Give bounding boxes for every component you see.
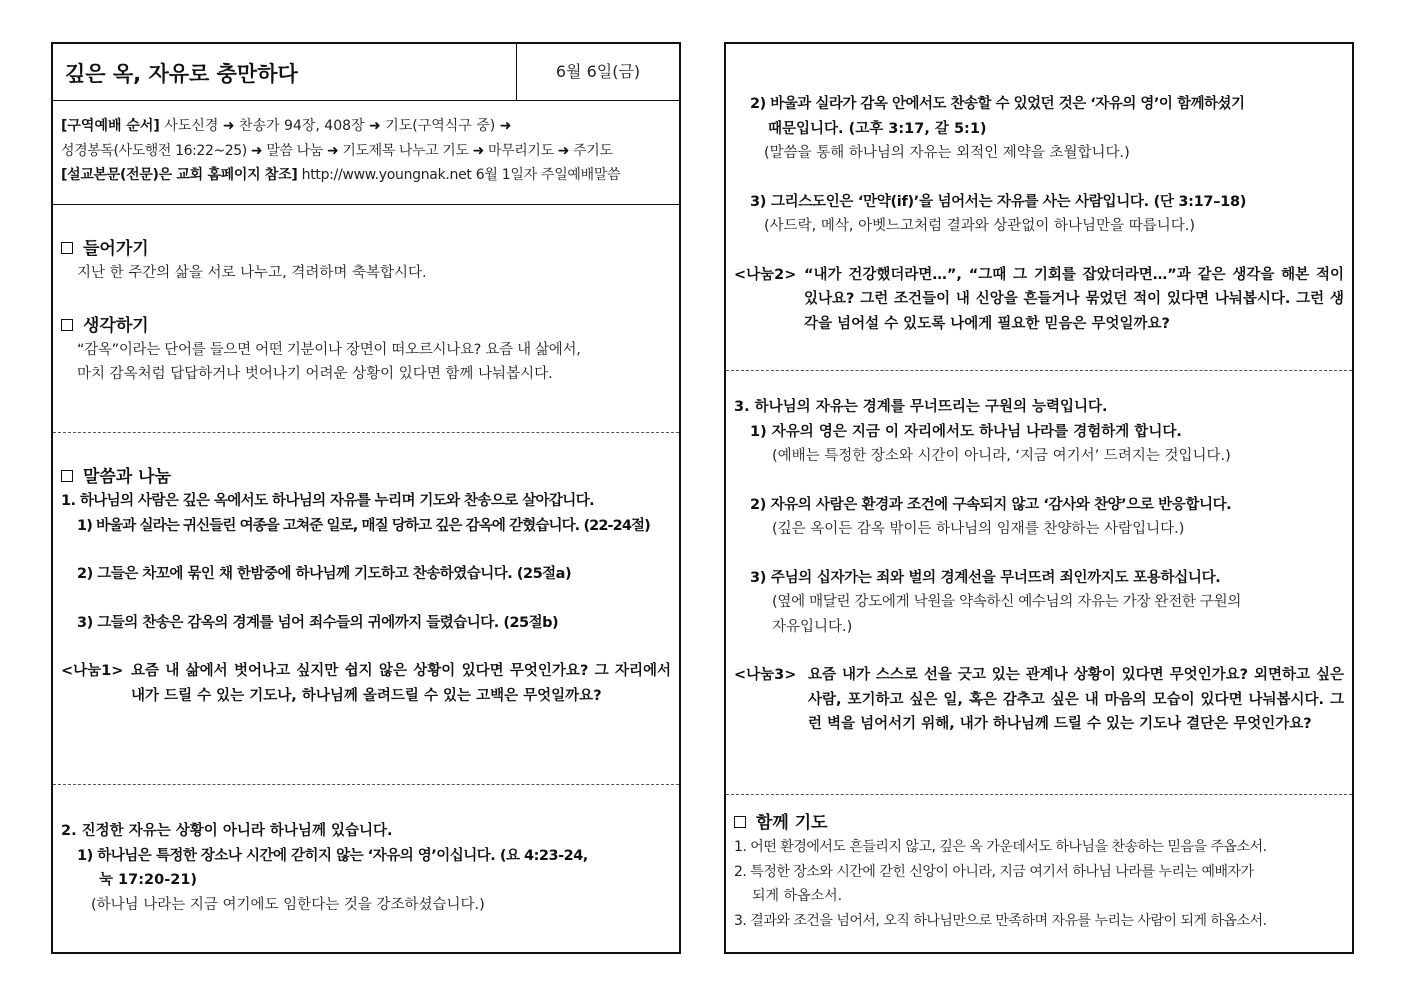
prayer-item-3: 3. 결과와 조건을 넘어서, 오직 하나님만으로 만족하며 자유를 누리는 사람이 되게 하옵소서. — [734, 912, 1267, 929]
point-2-sub-3a: 3) 그리스도인은 ‘만약(if)’을 넘어서는 자유를 사는 사람입니다. (단 3:17–18) — [750, 193, 1247, 210]
left-page — [51, 42, 681, 954]
intro-header: 들어가기 — [61, 237, 671, 261]
order-item: 기도제목 나누고 기도 — [342, 142, 469, 159]
point-3-sub-2a: 2) 자유의 사람은 환경과 조건에 구속되지 않고 ‘감사와 찬양’으로 반응합니다. — [750, 496, 1232, 513]
point-2-sub-1a: 1) 하나님은 특정한 장소나 시간에 갇히지 않는 ‘자유의 영’이십니다. (요 4:23-24, — [77, 847, 588, 864]
prayer-item-1: 1. 어떤 환경에서도 흔들리지 않고, 깊은 옥 가운데서도 하나님을 찬송하는 믿음을 주옵소서. — [734, 839, 1267, 855]
point-3-section — [726, 370, 1352, 794]
sermon-reference-line — [61, 163, 671, 188]
prayer-header: 함께 기도 — [734, 811, 1344, 835]
share-3 — [734, 663, 1344, 737]
think-header: 생각하기 — [61, 314, 671, 338]
arrow-icon: ➜ — [326, 142, 339, 159]
share-2 — [734, 263, 1344, 337]
order-item: 말씀 나눔 — [266, 142, 323, 159]
right-page — [724, 42, 1354, 954]
point-3-sub-1b: (예배는 특정한 장소와 시간이 아니라, ‘지금 여기서’ 드려지는 것입니다.) — [772, 448, 1231, 464]
prayer-item-2b: 되게 하옵소서. — [752, 888, 843, 904]
point-2-sub-2b: 때문입니다. (고후 3:17, 갈 5:1) — [768, 120, 987, 137]
point-2: 2. 진정한 자유는 상황이 아니라 하나님께 있습니다. — [61, 823, 393, 839]
worship-order-section — [53, 114, 679, 188]
point-3-sub-3a: 3) 주님의 십자가는 죄와 벌의 경계선을 무너뜨려 죄인까지도 포용하십니다. — [750, 569, 1221, 586]
point-2-sub-1b: 눅 17:20-21) — [99, 872, 198, 888]
arrow-icon: ➜ — [557, 142, 570, 159]
checkbox-icon — [61, 470, 73, 482]
page-title: 깊은 옥, 자유로 충만하다 — [65, 62, 298, 86]
point-1-sub-2: 2) 그들은 차꼬에 묶인 채 한밤중에 하나님께 기도하고 찬송하였습니다. (25절a) — [77, 566, 572, 582]
prayer-section — [726, 794, 1352, 952]
sermon-date-text: 6월 1일자 주일예배말씀 — [475, 167, 621, 183]
order-item: 마무리기도 — [488, 142, 554, 159]
think-line-2: 마치 감옥처럼 답답하거나 벗어나기 어려운 상황이 있다면 함께 나눠봅시다. — [77, 366, 553, 382]
point-2-sub-3b: (사드락, 메삭, 아벳느고처럼 결과와 상관없이 하나님만을 따릅니다.) — [764, 218, 1195, 234]
order-item: 기도(구역식구 중) — [385, 118, 496, 134]
share-2-tag: <나눔2> — [734, 266, 797, 283]
share-3-tag: <나눔3> — [734, 667, 797, 683]
worship-order-line1 — [61, 114, 671, 139]
sermon-label: [설교본문(전문)은 교회 홈페이지 참조] — [61, 167, 298, 183]
intro-section — [53, 204, 679, 432]
think-line-1: “감옥”이라는 단어를 들으면 어떤 기분이나 장면이 떠오르시나요? 요즘 내 삶에서, — [77, 341, 581, 358]
point-3-sub-1a: 1) 자유의 영은 지금 이 자리에서도 하나님 나라를 경험하게 합니다. — [750, 423, 1182, 440]
point-3-sub-2b: (깊은 옥이든 감옥 밖이든 하나님의 임재를 찬양하는 사람입니다.) — [772, 521, 1185, 537]
prayer-item-2a: 2. 특정한 장소와 시간에 갇힌 신앙이 아니라, 지금 여기서 하나님 나라를 누리는 예배자가 — [734, 863, 1254, 880]
arrow-icon: ➜ — [250, 142, 263, 159]
date-label: 6월 6일(금) — [516, 44, 679, 100]
church-url[interactable]: http://www.youngnak.net — [301, 167, 472, 183]
point-2-sub-1c: (하나님 나라는 지금 여기에도 임한다는 것을 강조하셨습니다.) — [91, 896, 485, 913]
point-1: 1. 하나님의 사람은 깊은 옥에서도 하나님의 자유를 누리며 기도와 찬송으로 살아갑니다. — [61, 493, 595, 509]
checkbox-icon — [61, 242, 73, 254]
checkbox-icon — [61, 319, 73, 331]
order-item: 주기도 — [573, 142, 613, 159]
point-2-section — [53, 784, 679, 952]
point-1-sub-1: 1) 바울과 실라는 귀신들린 여종을 고쳐준 일로, 매질 당하고 깊은 감옥에 갇혔습니다. (22-24절) — [77, 517, 650, 534]
point-3: 3. 하나님의 자유는 경계를 무너뜨리는 구원의 능력입니다. — [734, 399, 1108, 415]
arrow-icon: ➜ — [472, 142, 484, 159]
point-2-continued — [726, 92, 1352, 336]
share-1-text: 요즘 내 삶에서 벗어나고 싶지만 쉽지 않은 상황이 있다면 무엇인가요? 그 자리에서 내가 드릴 수 있는 기도나, 하나님께 올려드릴 수 있는 고백은 무엇일까요? — [131, 663, 671, 704]
checkbox-icon — [734, 816, 746, 828]
order-item: 찬송가 94장, 408장 — [239, 118, 365, 134]
arrow-icon: ➜ — [369, 118, 381, 134]
point-3-sub-3c: 자유입니다.) — [772, 618, 853, 635]
point-1-sub-3: 3) 그들의 찬송은 감옥의 경계를 넘어 죄수들의 귀에까지 들렸습니다. (25절b) — [77, 614, 559, 631]
worship-order-label: [구역예배 순서] — [61, 118, 160, 134]
order-item: 사도신경 — [164, 118, 219, 134]
share-1-tag: <나눔1> — [61, 663, 124, 679]
title-row — [53, 44, 679, 101]
point-3-sub-3b: (옆에 매달린 강도에게 낙원을 약속하신 예수님의 자유는 가장 완전한 구원의 — [772, 594, 1242, 610]
word-header: 말씀과 나눔 — [61, 465, 671, 489]
share-1 — [61, 659, 671, 708]
point-2-sub-2c: (말씀을 통해 하나님의 자유는 외적인 제약을 초월합니다.) — [764, 145, 1130, 161]
intro-text: 지난 한 주간의 삶을 서로 나누고, 격려하며 축복합시다. — [77, 265, 427, 281]
word-section — [53, 432, 679, 784]
point-2-sub-2a: 2) 바울과 실라가 감옥 안에서도 찬송할 수 있었던 것은 ‘자유의 영’이 함께하셨기 — [750, 96, 1245, 112]
share-3-text: 요즘 내가 스스로 선을 긋고 있는 관계나 상황이 있다면 무엇인가요? 외면하고 싶은 사람, 포기하고 싶은 일, 혹은 감추고 싶은 내 마음의 모습이 있다면 나눠봅시다. 그런 벽을 넘어서기 위해, 내가 하나님께 드릴 수 있는 기도나 결단은 무엇인가요? — [808, 667, 1344, 732]
order-item: 성경봉독(사도행전 16:22~25) — [61, 142, 247, 159]
arrow-icon: ➜ — [222, 118, 235, 134]
worship-order-line2 — [61, 139, 671, 164]
arrow-icon: ➜ — [499, 118, 512, 134]
share-2-text: “내가 건강했더라면…”, “그때 그 기회를 잡았더라면…”과 같은 생각을 해본 적이 있나요? 그런 조건들이 내 신앙을 흔들거나 묶었던 적이 있다면 나눠봅시다. 그런 생각을 넘어설 수 있도록 나에게 필요한 믿음은 무엇일까요? — [804, 266, 1344, 332]
